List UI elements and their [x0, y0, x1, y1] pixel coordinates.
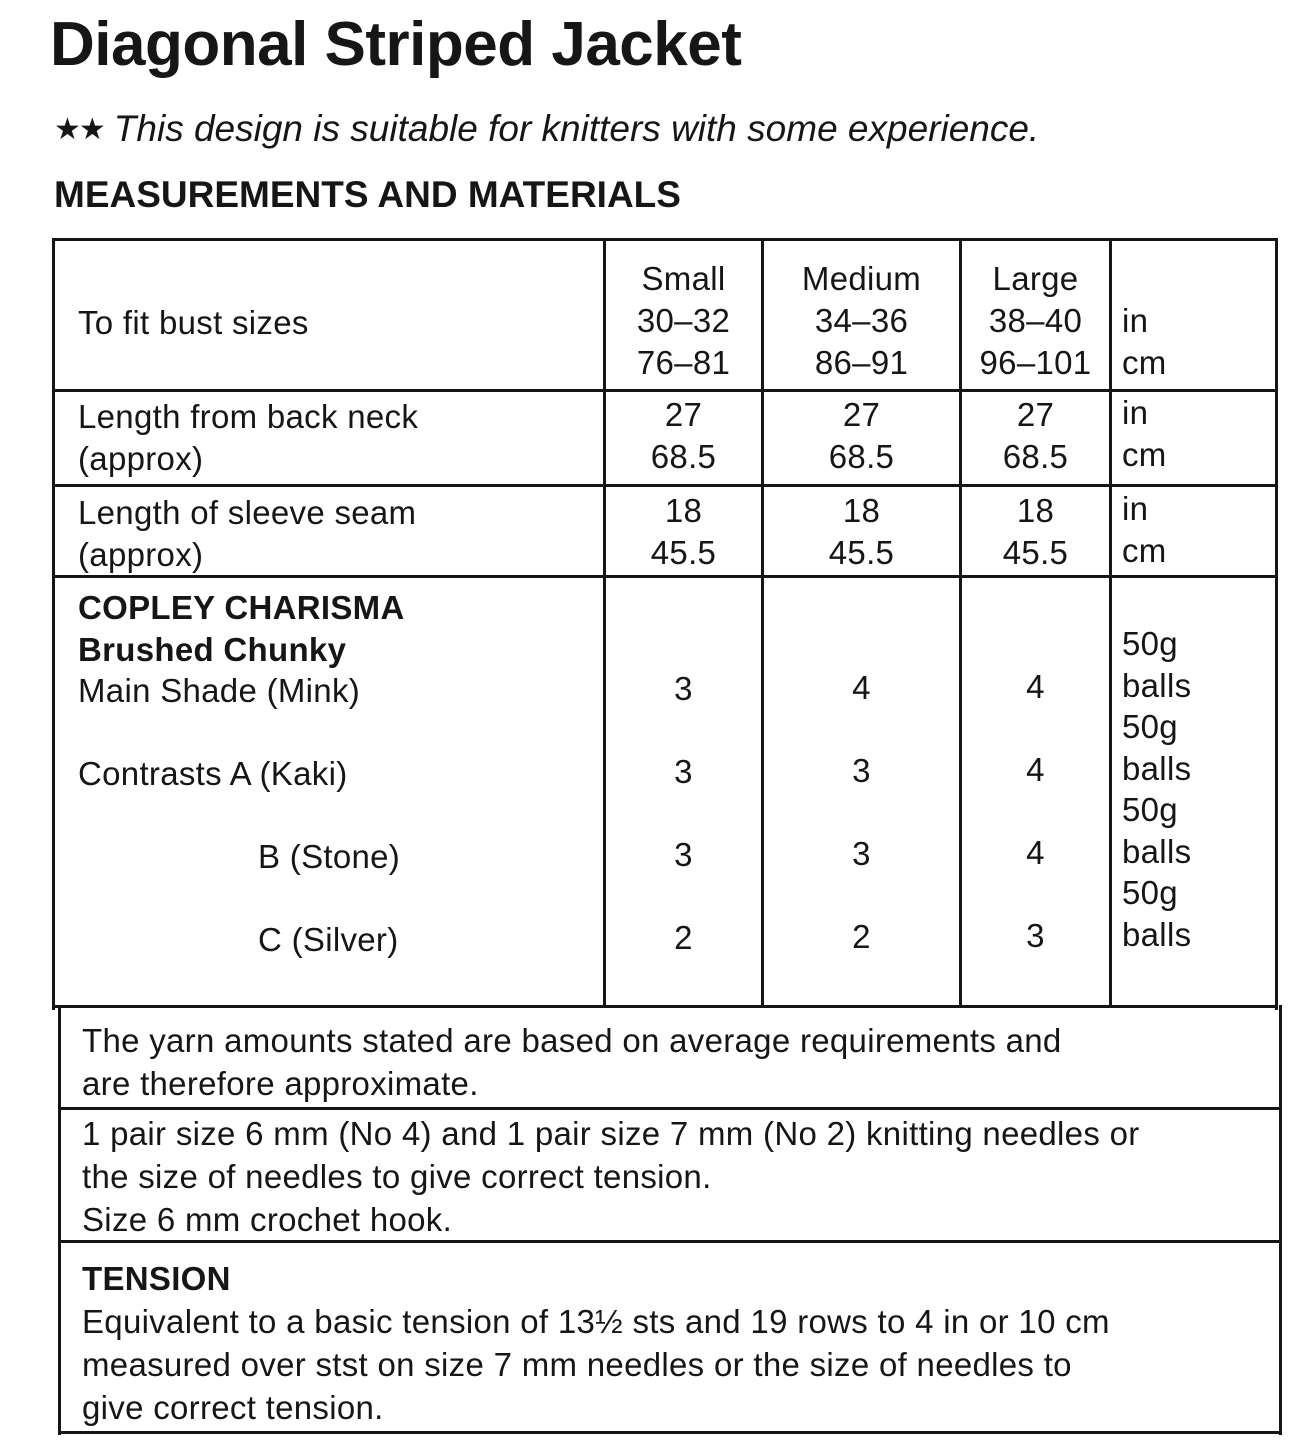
size-column-medium [764, 258, 959, 384]
shade-value: 2 [852, 918, 871, 955]
row-divider [52, 1005, 1278, 1008]
size-column-large [962, 258, 1109, 384]
shade-label-c: C (Silver) [258, 921, 399, 958]
bust-label: To fit bust sizes [78, 304, 309, 341]
shade-value: 3 [674, 753, 693, 790]
size-cm: 76–81 [636, 344, 731, 381]
size-inches: 34–36 [814, 302, 909, 339]
sleeve-label: Length of sleeve seam (approx) [78, 494, 417, 573]
sleeve-value-large: 18 45.5 [1002, 492, 1069, 571]
table-border-right [1275, 238, 1278, 1010]
length-label: Length from back neck (approx) [78, 398, 419, 477]
shade-value: 3 [1026, 917, 1045, 954]
sleeve-value-small: 18 45.5 [650, 492, 717, 571]
table-border-left [52, 238, 55, 1010]
yarn-type: Brushed Chunky [78, 631, 347, 668]
size-name: Medium [801, 260, 922, 297]
shade-label-b: B (Stone) [258, 838, 401, 875]
shade-label-main: Main Shade (Mink) [78, 672, 361, 709]
shade-value: 4 [1026, 834, 1045, 871]
size-column-small [606, 258, 761, 384]
notes-border-right [1279, 1005, 1282, 1435]
shade-value: 3 [674, 836, 693, 873]
shade-value: 4 [1026, 668, 1045, 705]
sleeve-units: in cm [1122, 490, 1167, 569]
size-cm: 96–101 [979, 344, 1092, 381]
shade-unit: 50g balls [1122, 708, 1192, 787]
section-heading: MEASUREMENTS AND MATERIALS [54, 174, 681, 215]
shade-value: 2 [674, 919, 693, 956]
shade-unit: 50g balls [1122, 625, 1192, 704]
difficulty-note [54, 110, 1039, 147]
size-cm: 86–91 [814, 344, 909, 381]
difficulty-stars-icon: ★★ [54, 113, 104, 146]
sleeve-value-medium: 18 45.5 [828, 492, 895, 571]
shade-value: 3 [674, 670, 693, 707]
length-value-medium: 27 68.5 [828, 396, 895, 475]
size-name: Small [641, 260, 726, 297]
notes-divider [58, 1107, 1282, 1110]
row-divider [52, 389, 1278, 392]
size-name: Large [992, 260, 1079, 297]
bust-units: in cm [1122, 302, 1167, 381]
length-value-small: 27 68.5 [650, 396, 717, 475]
tension-heading: TENSION [82, 1260, 231, 1297]
yarn-amount-note: The yarn amounts stated are based on average requirements and are therefore approximate. [82, 1022, 1062, 1102]
size-inches: 30–32 [636, 302, 731, 339]
shade-value: 3 [852, 752, 871, 789]
length-units: in cm [1122, 394, 1167, 473]
shade-unit: 50g balls [1122, 791, 1192, 870]
yarn-brand: COPLEY CHARISMA [78, 589, 405, 626]
shade-value: 3 [852, 835, 871, 872]
size-inches: 38–40 [988, 302, 1083, 339]
shade-value: 4 [1026, 751, 1045, 788]
tension-note: TENSION Equivalent to a basic tension of 13½ sts and 19 rows to 4 in or 10 cm measured over stst on size 7 mm needles or the size of needles to give correct tension. [82, 1257, 1110, 1429]
notes-border-bottom [58, 1431, 1282, 1434]
page-title: Diagonal Striped Jacket [50, 10, 742, 79]
shade-unit: 50g balls [1122, 874, 1192, 953]
shade-label-a: Contrasts A (Kaki) [78, 755, 348, 792]
row-divider [52, 484, 1278, 487]
difficulty-text: This design is suitable for knitters with some experience. [113, 108, 1040, 149]
shade-value: 4 [852, 669, 871, 706]
table-border-top [52, 238, 1278, 241]
needles-note: 1 pair size 6 mm (No 4) and 1 pair size 7 mm (No 2) knitting needles or the size of needles to give correct tension. Size 6 mm crochet hook. [82, 1115, 1140, 1238]
notes-border-left [58, 1005, 61, 1435]
length-value-large: 27 68.5 [1002, 396, 1069, 475]
column-divider [1109, 238, 1112, 1008]
